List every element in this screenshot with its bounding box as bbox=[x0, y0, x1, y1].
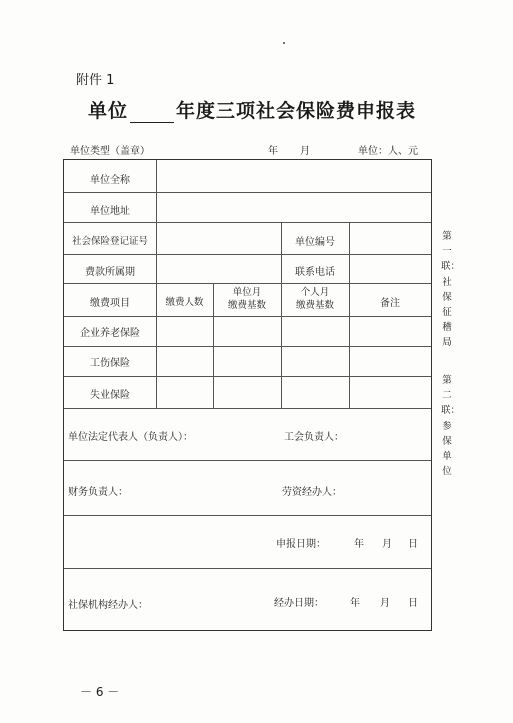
registration-no-label: 社会保险登记证号 bbox=[71, 236, 148, 247]
finance-head-label: 财务负责人： bbox=[68, 487, 128, 498]
col-header-remark: 备注 bbox=[380, 298, 400, 309]
row-divider bbox=[64, 376, 431, 377]
unit-address-label: 单位地址 bbox=[90, 206, 130, 217]
row-divider bbox=[64, 515, 431, 516]
row-divider bbox=[64, 254, 431, 255]
col-header-unit-base-line2: 缴费基数 bbox=[227, 299, 266, 311]
row-divider bbox=[64, 316, 431, 317]
row-pension: 企业养老保险 bbox=[80, 328, 140, 339]
phone-label: 联系电话 bbox=[295, 267, 335, 278]
handle-year: 年 bbox=[350, 598, 360, 609]
col-divider bbox=[349, 222, 350, 284]
declare-day: 日 bbox=[408, 539, 418, 550]
unit-full-name-label: 单位全称 bbox=[90, 175, 130, 186]
side-note-copy-1: 第一联：社保征稽局 bbox=[441, 231, 461, 349]
month-label: 月 bbox=[300, 146, 310, 157]
unit-type-label: 单位类型（盖章） bbox=[70, 146, 150, 157]
handle-month: 月 bbox=[380, 598, 390, 609]
row-divider bbox=[64, 408, 431, 409]
col-divider bbox=[156, 160, 157, 222]
page-title bbox=[88, 96, 416, 123]
col-header-headcount: 缴费人数 bbox=[165, 297, 204, 308]
unit-measure-label: 单位：人、元 bbox=[358, 146, 418, 157]
year-label: 年 bbox=[268, 146, 278, 157]
row-unemployment: 失业保险 bbox=[90, 390, 130, 401]
row-divider bbox=[64, 460, 431, 461]
col-divider bbox=[156, 222, 157, 254]
declare-year: 年 bbox=[354, 539, 364, 550]
col-header-personal-base bbox=[281, 287, 349, 312]
row-divider bbox=[64, 222, 431, 223]
labor-clerk-label: 劳资经办人： bbox=[282, 487, 342, 498]
col-header-item: 缴费项目 bbox=[90, 298, 130, 309]
row-work-injury: 工伤保险 bbox=[90, 358, 130, 369]
declaration-form bbox=[63, 159, 432, 631]
row-divider bbox=[64, 346, 431, 347]
fee-period-label: 费款所属期 bbox=[85, 267, 135, 278]
title-prefix: 单位 bbox=[88, 100, 129, 122]
row-divider bbox=[64, 568, 431, 569]
col-header-personal-base-line2: 缴费基数 bbox=[295, 299, 334, 311]
row-divider bbox=[64, 192, 431, 193]
title-suffix: 年度三项社会保险费申报表 bbox=[176, 100, 417, 122]
col-header-unit-base-line1: 单位月 bbox=[232, 287, 262, 298]
col-divider bbox=[156, 254, 157, 284]
legal-rep-label: 单位法定代表人（负责人）： bbox=[68, 432, 193, 443]
attachment-label: 附件 1 bbox=[76, 73, 115, 88]
union-head-label: 工会负责人： bbox=[284, 432, 344, 443]
col-header-unit-base bbox=[213, 287, 281, 312]
col-header-personal-base-line1: 个人月 bbox=[300, 287, 330, 298]
unit-code-label: 单位编号 bbox=[295, 237, 335, 248]
declare-month: 月 bbox=[382, 539, 392, 550]
page-number: － 6 － bbox=[80, 685, 120, 699]
title-blank bbox=[130, 104, 174, 123]
side-note-copy-2: 第二联：参保单位 bbox=[441, 375, 461, 478]
handle-date-label: 经办日期： bbox=[274, 598, 324, 609]
declare-date-label: 申报日期： bbox=[276, 539, 326, 550]
row-divider bbox=[64, 283, 431, 284]
scan-speck bbox=[283, 42, 285, 44]
agency-clerk-label: 社保机构经办人： bbox=[68, 600, 148, 611]
handle-day: 日 bbox=[408, 598, 418, 609]
